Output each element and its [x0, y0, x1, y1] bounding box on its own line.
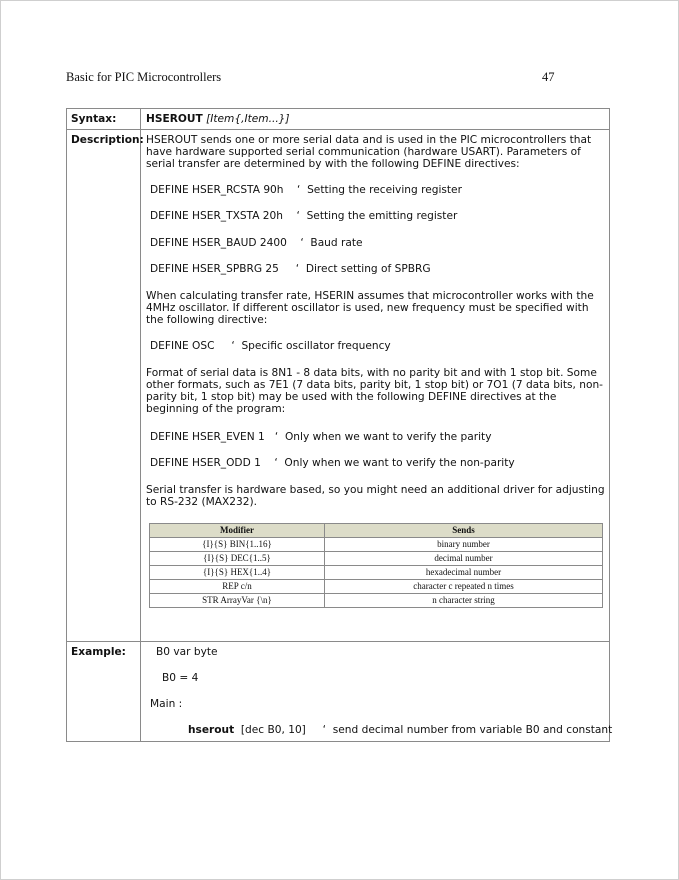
description-label: Description: [67, 130, 141, 641]
example-label: Example: [67, 642, 141, 741]
code-line: B0 var byte [156, 646, 218, 658]
define-line: DEFINE HSER_BAUD 2400 ‘ Baud rate [150, 237, 363, 249]
table-cell: {I}{S} BIN{1..16} [150, 538, 325, 552]
table-header: Modifier [150, 524, 325, 538]
code-keyword: hserout [188, 724, 235, 736]
description-row [67, 130, 609, 642]
description-content [142, 130, 609, 641]
code-line [188, 724, 612, 736]
table-cell: binary number [325, 538, 603, 552]
example-content [142, 642, 613, 741]
table-cell: STR ArrayVar {\n} [150, 594, 325, 608]
parity-define-line: DEFINE HSER_ODD 1 ‘ Only when we want to verify the non-parity [150, 457, 515, 469]
running-header-title: Basic for PIC Microcontrollers [66, 70, 222, 84]
table-row [150, 566, 603, 580]
table-cell: character c repeated n times [325, 580, 603, 594]
table-cell: {I}{S} HEX{1..4} [150, 566, 325, 580]
table-cell: hexadecimal number [325, 566, 603, 580]
page-number: 47 [542, 70, 555, 84]
syntax-row [67, 109, 609, 130]
table-header: Sends [325, 524, 603, 538]
table-row [150, 580, 603, 594]
syntax-label: Syntax: [67, 109, 141, 129]
spec-table [66, 108, 613, 742]
define-line: DEFINE HSER_RCSTA 90h ‘ Setting the receiving register [150, 184, 462, 196]
driver-text: Serial transfer is hardware based, so you might need an additional driver for adjusting to RS-232 (MAX232). [146, 484, 605, 508]
syntax-command: HSEROUT [146, 113, 203, 125]
table-row [150, 594, 603, 608]
table-row [150, 538, 603, 552]
code-line: B0 = 4 [162, 672, 199, 684]
syntax-args: [Item{,Item...}] [206, 113, 290, 125]
define-line: DEFINE HSER_TXSTA 20h ‘ Setting the emitting register [150, 210, 458, 222]
description-intro: HSEROUT sends one or more serial data and is used in the PIC microcontrollers that have hardware supported serial communication (hardware USART). Parameters of serial transfer are determined by with the following DEFINE directives: [146, 134, 592, 170]
table-cell: n character string [325, 594, 603, 608]
table-cell: {I}{S} DEC{1..5} [150, 552, 325, 566]
define-line: DEFINE HSER_SPBRG 25 ‘ Direct setting of SPBRG [150, 263, 431, 275]
oscillator-text: When calculating transfer rate, HSERIN assumes that microcontroller works with the 4MHz oscillator. If different oscillator is used, new frequency must be specified with the following directive: [146, 290, 594, 326]
table-cell: REP c/n [150, 580, 325, 594]
code-line: Main : [150, 698, 183, 710]
example-row [67, 642, 613, 741]
syntax-content [142, 109, 609, 129]
format-text: Format of serial data is 8N1 - 8 data bits, with no parity bit and with 1 stop bit. Some other formats, such as 7E1 (7 data bits, parity bit, 1 stop bit) or 7O1 (7 data bits, non-parity bit, 1 stop bit) may be used with the following DEFINE directives at the beginning of the program: [146, 367, 604, 415]
parity-define-line: DEFINE HSER_EVEN 1 ‘ Only when we want to verify the parity [150, 431, 492, 443]
code-args: [dec B0, 10] ‘ send decimal number from variable B0 and constant [234, 724, 613, 736]
table-cell: decimal number [325, 552, 603, 566]
modifier-table [149, 523, 603, 608]
table-row [150, 552, 603, 566]
osc-define-line: DEFINE OSC ‘ Specific oscillator frequency [150, 340, 391, 352]
